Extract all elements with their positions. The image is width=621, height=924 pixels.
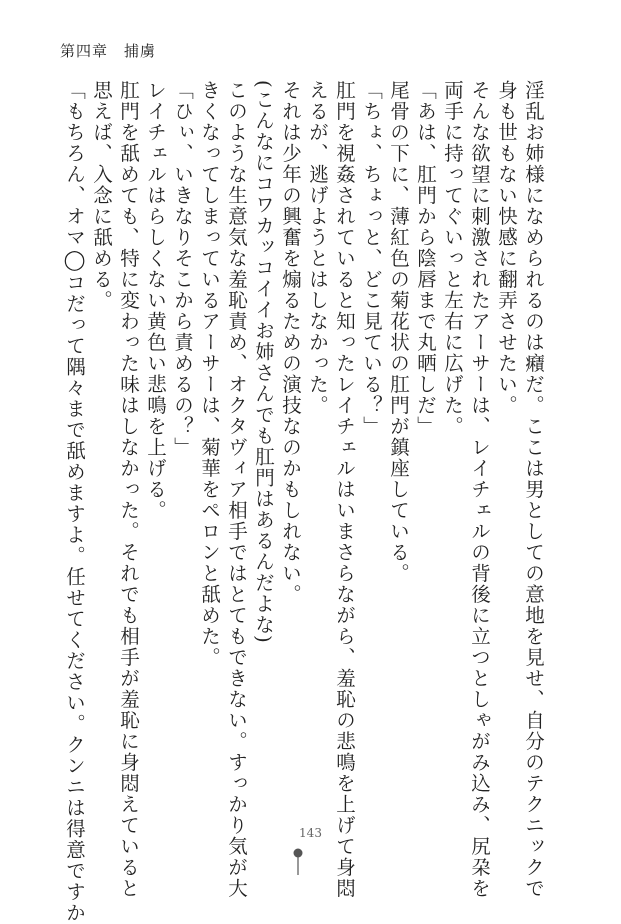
page-marker-icon — [292, 848, 304, 875]
text-line: 尾骨の下に、薄紅色の菊花状の肛門が鎮座している。 — [387, 80, 410, 584]
text-line: このような生意気な羞恥責め、オクタヴィア相手ではとてもできない。すっかり気が大 — [225, 80, 248, 899]
text-line: 「あは、肛門から陰唇まで丸晒しだ」 — [414, 80, 437, 437]
text-line: 肛門を視姦されていると知ったレイチェルはいまさらながら、羞恥の悲鳴を上げて身悶 — [333, 80, 356, 899]
page-number: 143 — [299, 826, 322, 840]
text-line: 「ちょ、ちょっと、どこ見ている？」 — [360, 80, 383, 437]
text-line: えるが、逃げようとはしなかった。 — [306, 80, 329, 416]
text-line: (こんなにコワカッコイイお姉さんでも肛門はあるんだよな) — [252, 80, 275, 645]
text-line: そんな欲望に刺激されたアーサーは、レイチェルの背後に立つとしゃがみ込み、尻朶を — [468, 80, 491, 899]
text-line: 両手に持ってぐいっと左右に広げた。 — [441, 80, 464, 437]
text-line: 「もちろん、オマ◯コだって隅々まで舐めますよ。任せてください。クンニは得意ですか — [63, 80, 86, 924]
text-line: 思えば、入念に舐める。 — [90, 80, 113, 311]
text-line: 淫乱お姉様になめられるのは癪だ。ここは男としての意地を見せ、自分のテクニックで — [522, 80, 545, 899]
text-line: きくなってしまっているアーサーは、菊華をペロンと舐めた。 — [198, 80, 221, 668]
text-line: それは少年の興奮を煽るための演技なのかもしれない。 — [279, 80, 302, 605]
chapter-header: 第四章 捕虜 — [60, 42, 157, 60]
text-line: 肛門を舐めても、特に変わった味はしなかった。それでも相手が羞恥に身悶えていると — [117, 80, 140, 899]
text-line: 「ひぃ、いきなりそこから責めるの？」 — [171, 80, 194, 458]
text-line: レイチェルはらしくない黄色い悲鳴を上げる。 — [144, 80, 167, 521]
text-line: 身も世もない快感に翻弄させたい。 — [495, 80, 518, 416]
